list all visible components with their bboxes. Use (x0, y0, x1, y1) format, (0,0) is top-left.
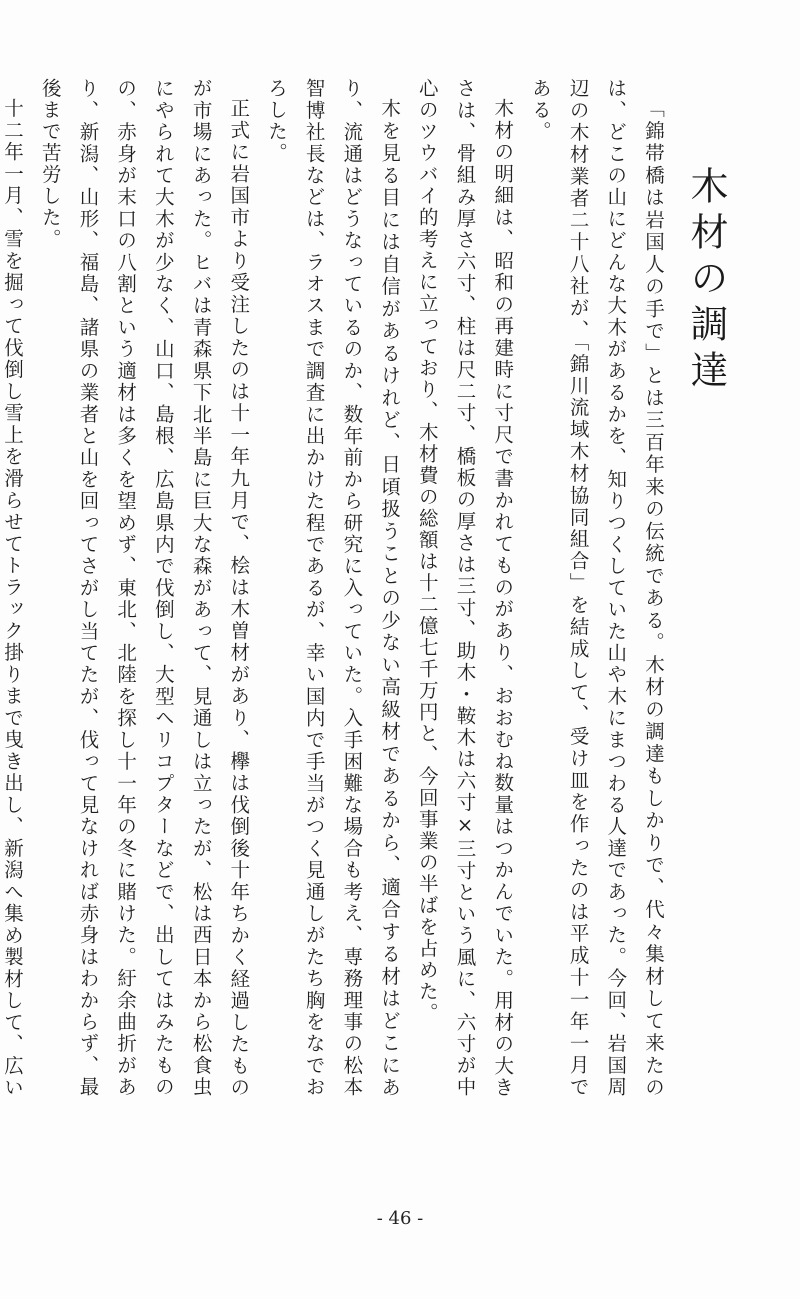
paragraph: 十二年一月、雪を掘って伐倒し雪上を滑らせてトラック掛りまで曳き出し、新潟へ集め製材して、広い (1, 97, 25, 1098)
paragraph: 木材の明細は、昭和の再建時に寸尺で書かれてものがあり、おおむね数量はつかんでいた。用材の大きさは、骨組み厚さ六寸、柱は尺二寸、橋板の厚さは三寸、助木・鞍木は六寸×三寸という風に、六寸が中心のツウバイ的考えに立っており、木材費の総額は十二億七千万円と、今回事業の半ばを占めた。 (415, 78, 515, 1098)
paragraph: 木を見る目には自信があるけれど、日頃扱うことの少ない高級材であるから、適合する材はどこにあり、流通はどうなっているのか、数年前から研究に入っていた。入手困難な場合も考え、専務理事の松本智博社長などは、ラオスまで調査に出かけた程であるが、幸い国内で手当がつく見通しがたち胸をなでおろした。 (264, 78, 402, 1098)
body-text (1, 78, 672, 1099)
paragraph: 「錦帯橋は岩国人の手で」とは三百年来の伝統である。木材の調達もしかりで、代々集材して来たのは、どこの山にどんな大木があるかを、知りつくしていた山や木にまつわる人達であった。今回、岩国周辺の木材業者二十八社が、「錦川流域木材協同組合」を結成して、受け皿を作ったのは平成十一年一月である。 (528, 78, 665, 1098)
page-number: - 46 - (376, 1208, 424, 1229)
section-heading: 木材の調達 (684, 166, 728, 396)
paragraph: 正式に岩国市より受注したのは十一年九月で、桧は木曽材があり、欅は伐倒後十年ちかく経過したものが市場にあった。ヒバは青森県下北半島に巨大な森があって、見通しは立ったが、松は西日本から松食虫にやられて大木が少なく、山口、島根、広島県内で伐倒し、大型ヘリコプターなどで、出してはみたものの、赤身が末口の八割という適材は多くを望めず、東北、北陸を探し十一年の冬に賭けた。紆余曲折があり、新潟、山形、福島、諸県の業者と山を回ってさがし当てたが、伐って見なければ赤身はわからず、最後まで苦労した。 (38, 78, 251, 1099)
